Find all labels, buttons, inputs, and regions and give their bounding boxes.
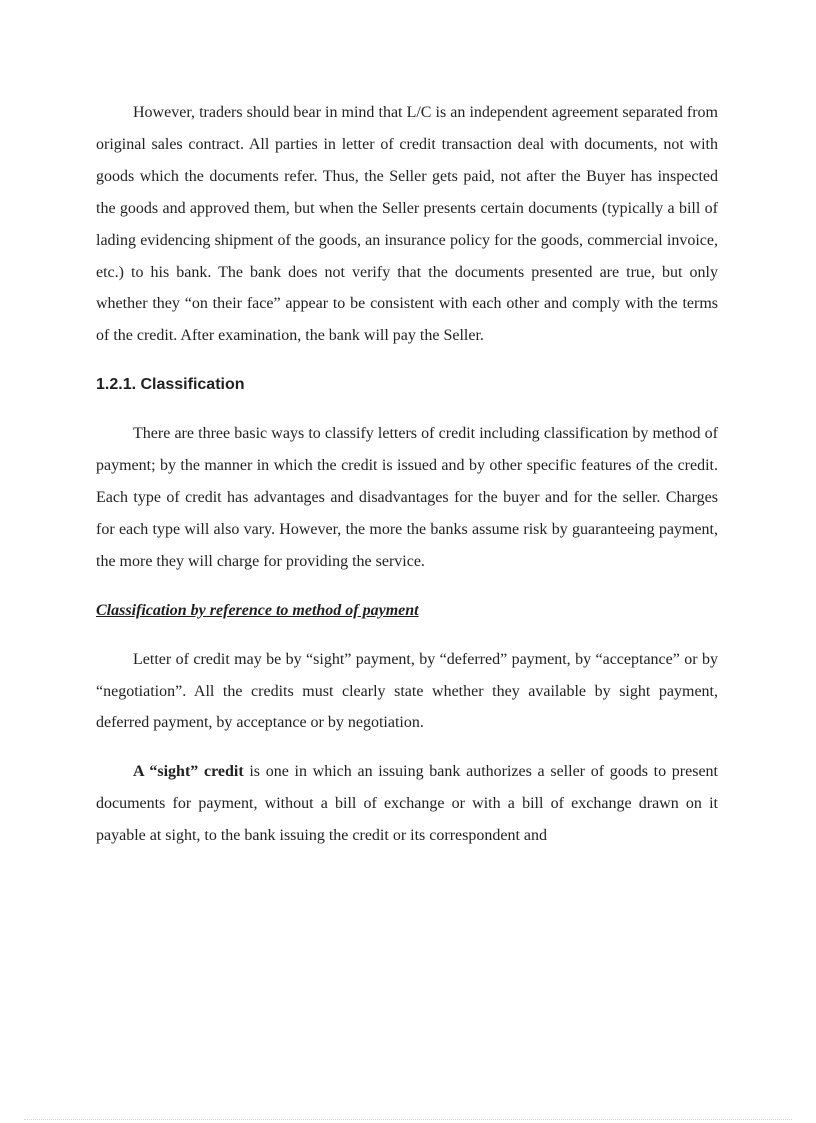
- paragraph-sight-credit-text: is one in which an issuing bank authorizes a seller of goods to present documents for payment, without a bill of exchange or with a bill of exchange drawn on it payable at sight, to the bank issuing the credit or its correspondent and: [96, 763, 718, 845]
- paragraph-sight-credit: [96, 756, 718, 852]
- document-body: [96, 97, 718, 852]
- paragraph-classification-ways: There are three basic ways to classify letters of credit including classification by method of payment; by the manner in which the credit is issued and by other specific features of the credit. Each type of credit has advantages and disadvantages for the buyer and for the seller. Charges for each type will also vary. However, the more the banks assume risk by guaranteeing payment, the more they will charge for providing the service.: [96, 425, 718, 570]
- section-heading-classification: 1.2.1. Classification: [96, 376, 245, 394]
- spacer: [96, 578, 718, 595]
- subheading-method-of-payment: Classification by reference to method of payment: [96, 601, 419, 619]
- spacer: [96, 401, 718, 418]
- spacer: [96, 739, 718, 756]
- page-bottom-divider: [24, 1119, 792, 1120]
- term-sight-credit: A “sight” credit: [133, 763, 244, 781]
- paragraph-lc-independence: However, traders should bear in mind that L/C is an independent agreement separated from original sales contract. All parties in letter of credit transaction deal with documents, not with goods which the documents refer. Thus, the Seller gets paid, not after the Buyer has inspected the goods and approved them, but when the Seller presents certain documents (typically a bill of lading evidencing shipment of the goods, an insurance policy for the goods, commercial invoice, etc.) to his bank. The bank does not verify that the documents presented are true, but only whether they “on their face” appear to be consistent with each other and comply with the terms of the credit. After examination, the bank will pay the Seller.: [96, 104, 718, 345]
- spacer: [96, 352, 718, 369]
- paragraph-payment-types: Letter of credit may be by “sight” payment, by “deferred” payment, by “acceptance” or by “negotiation”. All the credits must clearly state whether they available by sight payment, deferred payment, by acceptance or by negotiation.: [96, 650, 718, 732]
- spacer: [96, 627, 718, 644]
